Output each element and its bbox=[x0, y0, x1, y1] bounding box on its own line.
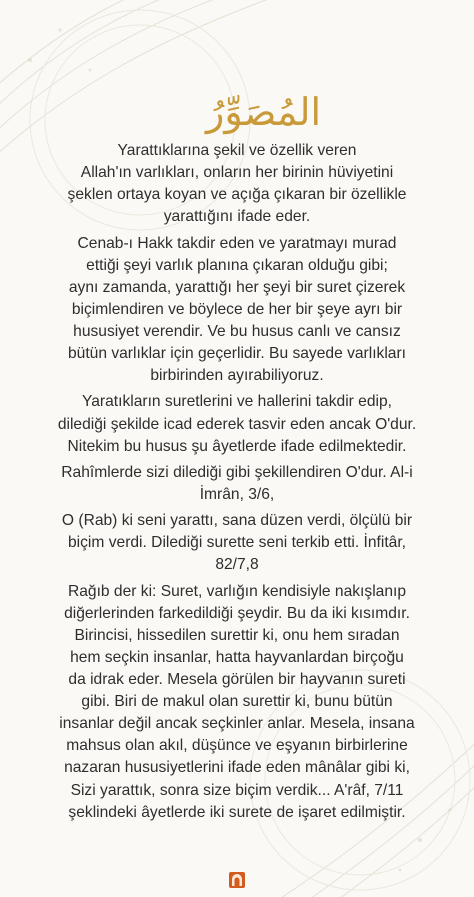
paragraph: Yaratıkların suretlerini ve hallerini takdir edip, dilediği şekilde icad ederek tasvir eden ancak O'dur. Nitekim bu husus şu âyetlerde ifade edilmektedir. bbox=[57, 393, 417, 455]
app-logo-icon bbox=[228, 871, 246, 889]
calligraphy-title bbox=[206, 84, 322, 140]
paragraph: O (Rab) ki seni yarattı, sana düzen verdi, ölçülü bir biçim verdi. Dilediği surette seni terkib etti. İnfitâr, 82/7,8 bbox=[61, 512, 413, 574]
paragraph: Rağıb der ki: Suret, varlığın kendisiyle nakışlanıp diğerlerinden farkedildiği şeydir. Bu da iki kısımdır. Birincisi, hissedilen surettir ki, onu hem sıradan hem seçkin insanlar, hatta hayvanlardan birçoğu da idrak eder. Mesela görülen bir hayvanın sureti gibi. Biri de makul olan surettir ki, bunu bütün insanlar değil ancak seçkinler anlar. Mesela, insana mahsus olan akıl, düşünce ve eşyanın birbirlerine nazaran hususiyetlerini ifade eden mânâlar gibi ki, Sizi yarattık, sonra size biçim verdik... A'râf, 7/11 şeklindeki âyetlerde iki surete de işaret edilmiştir. bbox=[59, 582, 415, 821]
article-text bbox=[14, 140, 460, 828]
paragraph: Yarattıklarına şekil ve özellik veren Allah'ın varlıkları, onların her birinin hüviyetini şeklen ortaya koyan ve açığa çıkaran bir özellikle yarattığını ifade eder. bbox=[67, 142, 407, 226]
calligraphy-text: المُصَوِّرُ bbox=[206, 90, 322, 134]
paragraph: Cenab-ı Hakk takdir eden ve yaratmayı murad ettiği şeyi varlık planına çıkaran olduğu gibi; aynı zamanda, yarattığı her şeyi bir suret çizerek biçimlendiren ve böylece de her bir şeye ayrı bir hususiyet verendir. Ve bu husus canlı ve cansız bütün varlıklar için geçerlidir. Bu sayede varlıkları birbirinden ayırabiliyoruz. bbox=[67, 234, 406, 385]
paragraph: Rahîmlerde sizi dilediği gibi şekillendiren O'dur. Al-i İmrân, 3/6, bbox=[61, 463, 413, 503]
